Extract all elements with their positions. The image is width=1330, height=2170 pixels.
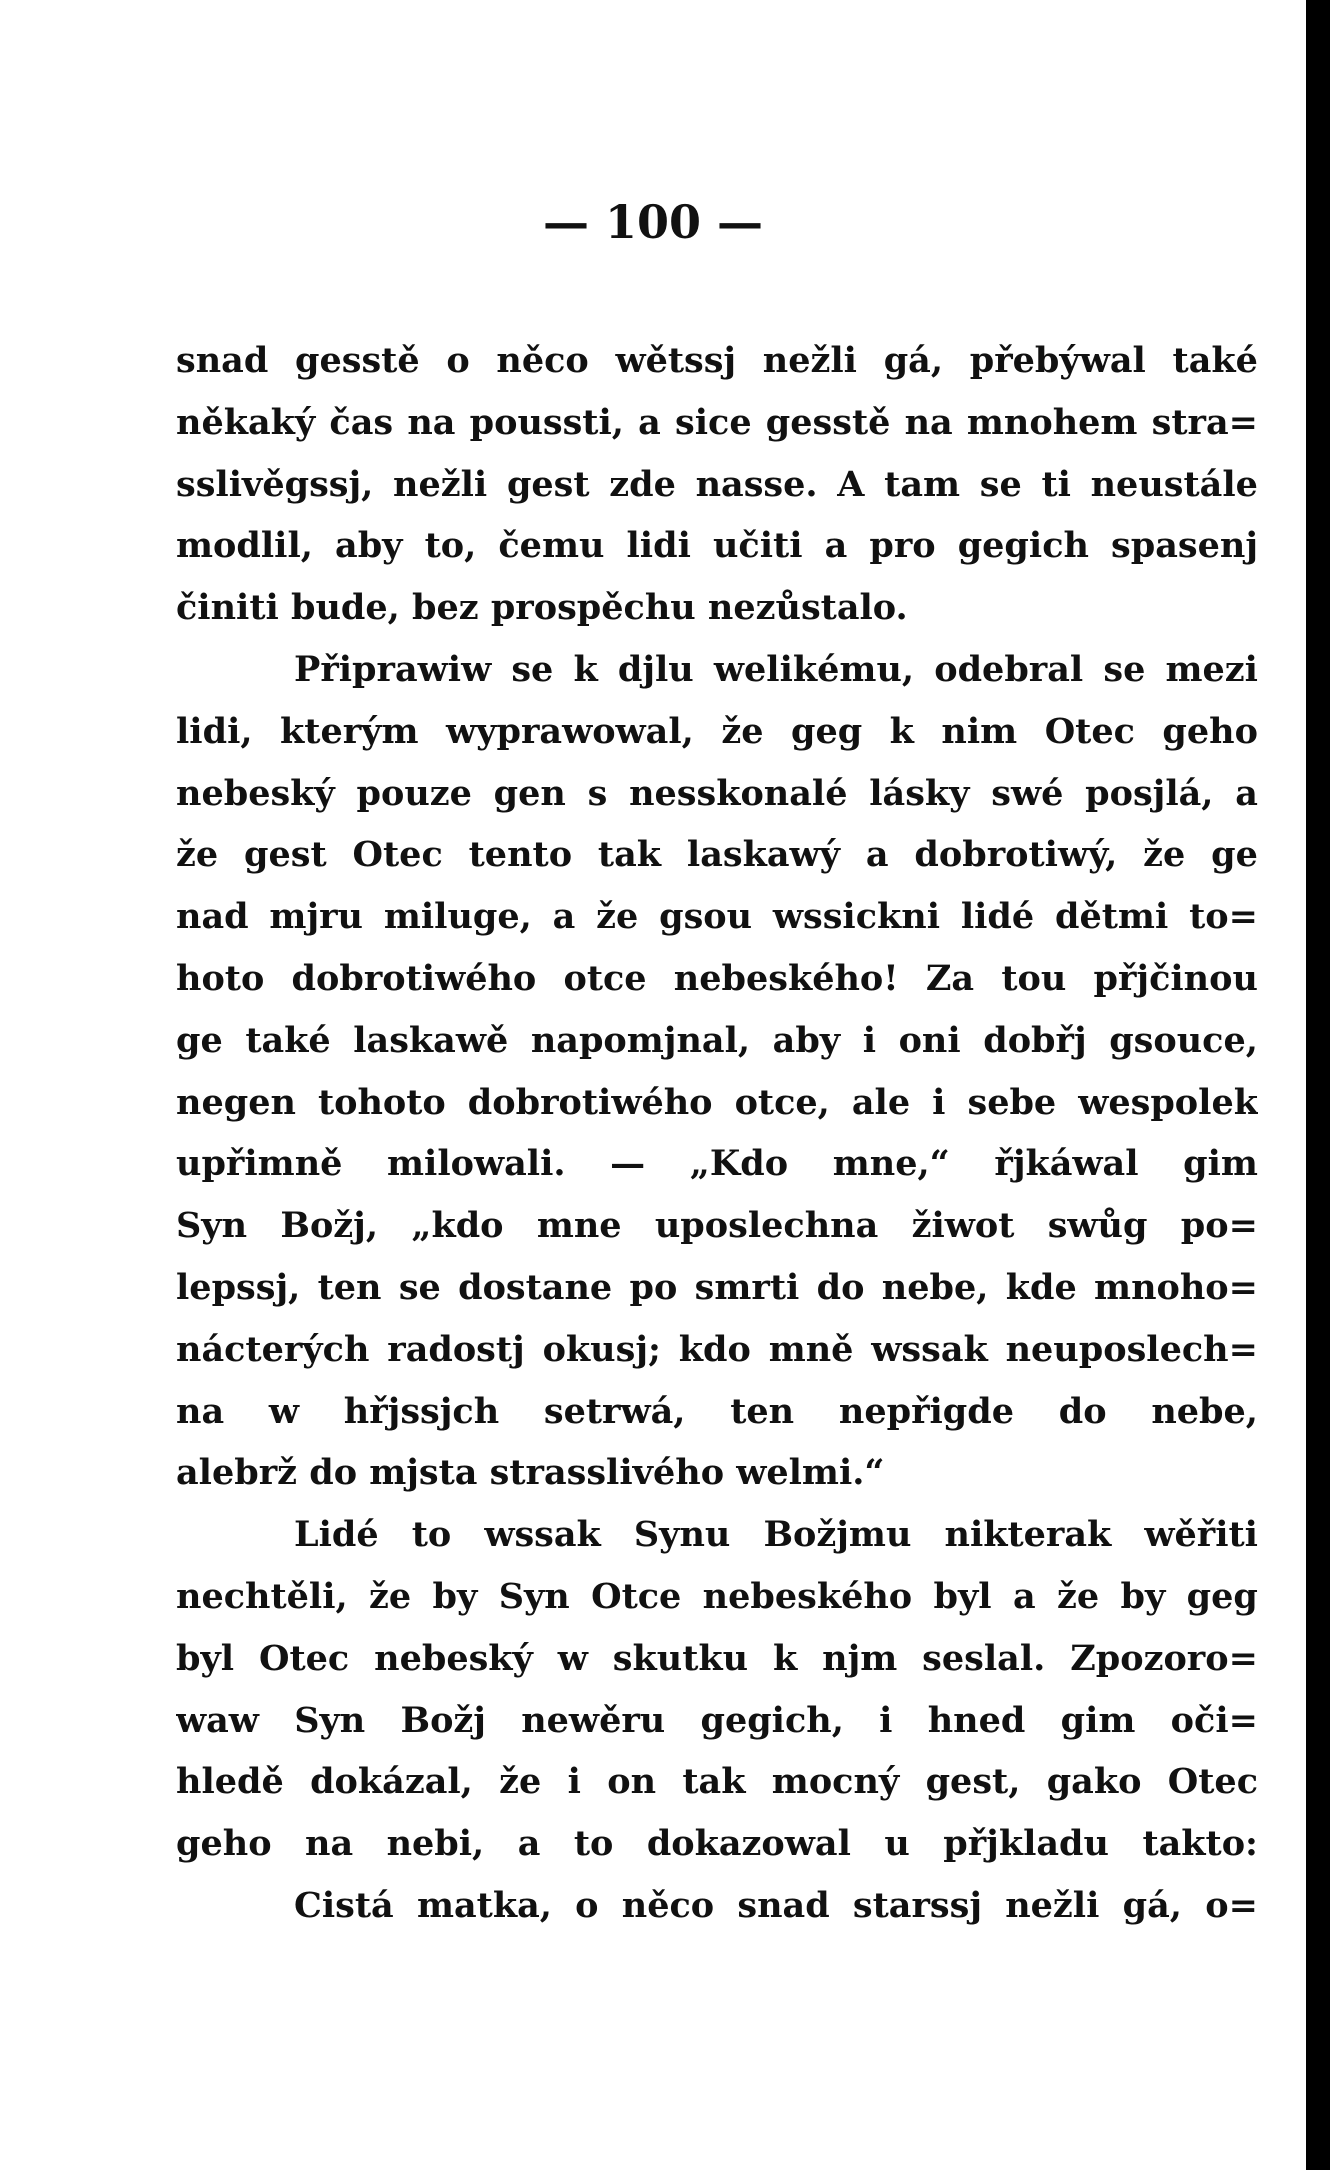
text-line: nad mjru miluge, a že gsou wssickni lidé dětmi to=: [176, 896, 1258, 938]
text-line: Lidé to wssak Synu Božjmu nikterak wěřiti: [294, 1514, 1258, 1556]
text-line: že gest Otec tento tak laskawý a dobrotiwý, že ge: [176, 834, 1258, 876]
text-line: byl Otec nebeský w skutku k njm seslal. Zpozoro=: [176, 1637, 1258, 1679]
text-line: Cistá matka, o něco snad starssj nežli gá, o=: [294, 1884, 1258, 1926]
body-text: [176, 330, 1258, 1937]
text-line: na w hřjssjch setrwá, ten nepřigde do nebe,: [176, 1390, 1258, 1432]
text-line: hledě dokázal, že i on tak mocný gest, gako Otec: [176, 1761, 1258, 1803]
text-line: geho na nebi, a to dokazowal u přjkladu takto:: [176, 1823, 1258, 1865]
text-line: lepssj, ten se dostane po smrti do nebe, kde mnoho=: [176, 1266, 1258, 1308]
scan-border: [1306, 0, 1330, 2170]
text-line: někaký čas na poussti, a sice gesstě na mnohem stra=: [176, 401, 1258, 443]
text-line: upřimně milowali. — „Kdo mne,“ řjkáwal gim: [176, 1143, 1258, 1185]
text-line: nebeský pouze gen s nesskonalé lásky swé posjlá, a: [176, 772, 1258, 814]
text-line: waw Syn Božj newěru gegich, i hned gim oči=: [176, 1699, 1258, 1741]
text-line: alebrž do mjsta strasslivého welmi.“: [176, 1452, 885, 1494]
text-line: nácterých radostj okusj; kdo mně wssak neuposlech=: [176, 1328, 1258, 1370]
text-line: nechtěli, že by Syn Otce nebeského byl a že by geg: [176, 1575, 1258, 1617]
text-line: ge také laskawě napomjnal, aby i oni dobřj gsouce,: [176, 1019, 1258, 1061]
text-line: snad gesstě o něco wětssj nežli gá, přebýwal také: [176, 340, 1258, 381]
text-line: Připrawiw se k djlu welikému, odebral se mezi: [294, 648, 1258, 690]
text-line: hoto dobrotiwého otce nebeského! Za tou přjčinou: [176, 957, 1258, 999]
text-line: modlil, aby to, čemu lidi učiti a pro gegich spasenj: [176, 525, 1258, 567]
text-line: sslivěgssj, nežli gest zde nasse. A tam se ti neustále: [176, 463, 1258, 505]
page-number: — 100 —: [542, 195, 764, 249]
text-line: negen tohoto dobrotiwého otce, ale i sebe wespolek: [176, 1081, 1258, 1123]
text-line: činiti bude, bez prospěchu nezůstalo.: [176, 587, 908, 629]
text-line: lidi, kterým wyprawowal, že geg k nim Otec geho: [176, 710, 1258, 752]
text-line: Syn Božj, „kdo mne uposlechna žiwot swůg po=: [176, 1205, 1258, 1247]
